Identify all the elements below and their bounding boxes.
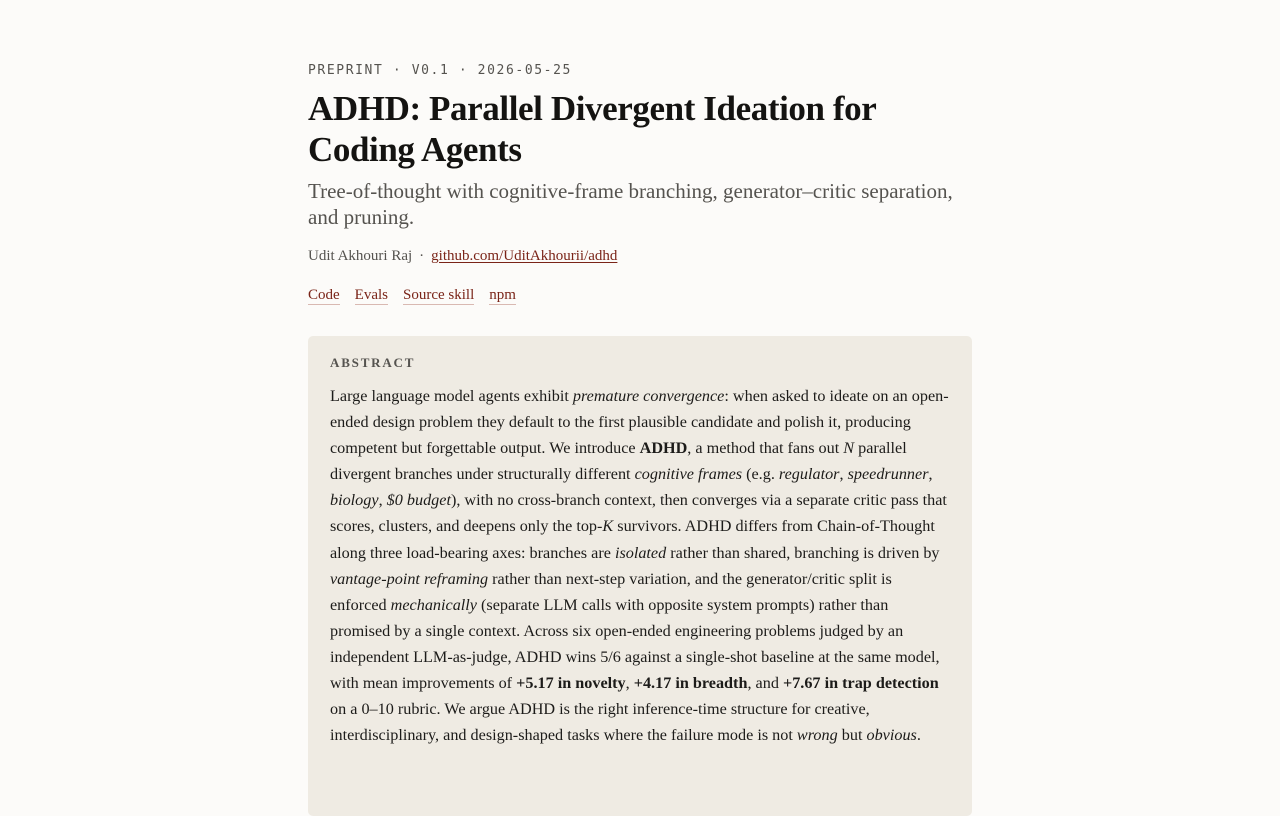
- abstract-text: parallel divergent branches under structurally different: [330, 439, 907, 484]
- abstract-text: survivors. ADHD differs from Chain-of-Thought along three load-bearing axes: branches are: [330, 517, 935, 562]
- abstract-emphasis-italic: mechanically: [390, 595, 477, 614]
- abstract-emphasis-italic: wrong: [796, 726, 838, 745]
- paper-title: ADHD: Parallel Divergent Ideation for Coding Agents: [308, 89, 876, 169]
- byline-separator: ·: [419, 248, 425, 264]
- abstract-emphasis-italic: obvious: [866, 726, 917, 745]
- abstract-emphasis-italic: vantage-point reframing: [330, 569, 489, 588]
- repo-link[interactable]: github.com/UditAkhourii/adhd: [431, 248, 618, 264]
- abstract-text: rather than shared, branching is driven by: [666, 543, 940, 562]
- evals-link[interactable]: Evals: [354, 287, 388, 303]
- source-skill-link[interactable]: Source skill: [403, 287, 475, 303]
- npm-link[interactable]: npm: [489, 287, 516, 303]
- byline: [308, 248, 617, 265]
- abstract-emphasis-italic: regulator: [778, 465, 840, 484]
- abstract-emphasis-italic: $0 budget: [386, 491, 451, 510]
- abstract-text: , and: [747, 674, 783, 693]
- abstract-text: ,: [839, 465, 848, 484]
- abstract-text: rather than next-step variation, and the generator/critic split is enforced: [330, 569, 892, 614]
- abstract-text: but: [837, 726, 867, 745]
- abstract-emphasis-italic: isolated: [614, 543, 667, 562]
- code-link[interactable]: Code: [308, 287, 340, 303]
- paper-subtitle: Tree-of-thought with cognitive-frame branching, generator–critic separation, and pruning.: [308, 179, 953, 229]
- abstract-text: .: [916, 726, 921, 745]
- abstract-text: (separate LLM calls with opposite system prompts) rather than promised by a single context. Across six open-ended engineering problems judged by an independent LLM-as-judge, ADHD wins 5/6 against a single-shot baseline at the same model, with mean improvements of: [330, 595, 940, 693]
- abstract-text: , a method that fans out: [687, 439, 844, 458]
- abstract-emphasis-bold: +4.17 in breadth: [633, 674, 748, 693]
- abstract-text: : when asked to ideate on an open-ended design problem they default to the first plausible candidate and polish it, producing competent but forgettable output. We introduce: [330, 387, 949, 458]
- abstract-text: on a 0–10 rubric. We argue ADHD is the right inference-time structure for creative, interdisciplinary, and design-shaped tasks where the failure mode is not: [330, 700, 870, 745]
- abstract-body: [330, 383, 950, 748]
- abstract-text: ,: [625, 674, 634, 693]
- preprint-kicker: PREPRINT · V0.1 · 2026-05-25: [308, 63, 572, 78]
- abstract-emphasis-bold: +7.67 in trap detection: [782, 674, 939, 693]
- abstract-text: (e.g.: [742, 465, 779, 484]
- abstract-emphasis-italic: K: [602, 517, 614, 536]
- abstract-box: [308, 336, 972, 816]
- abstract-heading: ABSTRACT: [330, 355, 416, 370]
- abstract-text: Large language model agents exhibit: [330, 387, 573, 405]
- abstract-text: ,: [378, 491, 387, 510]
- abstract-emphasis-italic: speedrunner: [847, 465, 929, 484]
- abstract-emphasis-italic: N: [843, 439, 855, 458]
- abstract-emphasis-italic: premature convergence: [572, 387, 725, 405]
- abstract-emphasis-italic: cognitive frames: [634, 465, 743, 484]
- abstract-text: ,: [928, 465, 933, 484]
- abstract-emphasis-bold: +5.17 in novelty: [516, 674, 626, 693]
- resource-links: [308, 287, 531, 304]
- abstract-emphasis-bold: ADHD: [639, 439, 688, 458]
- abstract-text: ), with no cross-branch context, then converges via a separate critic pass that scores, clusters, and deepens only the top-: [330, 491, 947, 536]
- author-name: Udit Akhouri Raj: [308, 248, 413, 264]
- abstract-emphasis-italic: biology: [330, 491, 379, 510]
